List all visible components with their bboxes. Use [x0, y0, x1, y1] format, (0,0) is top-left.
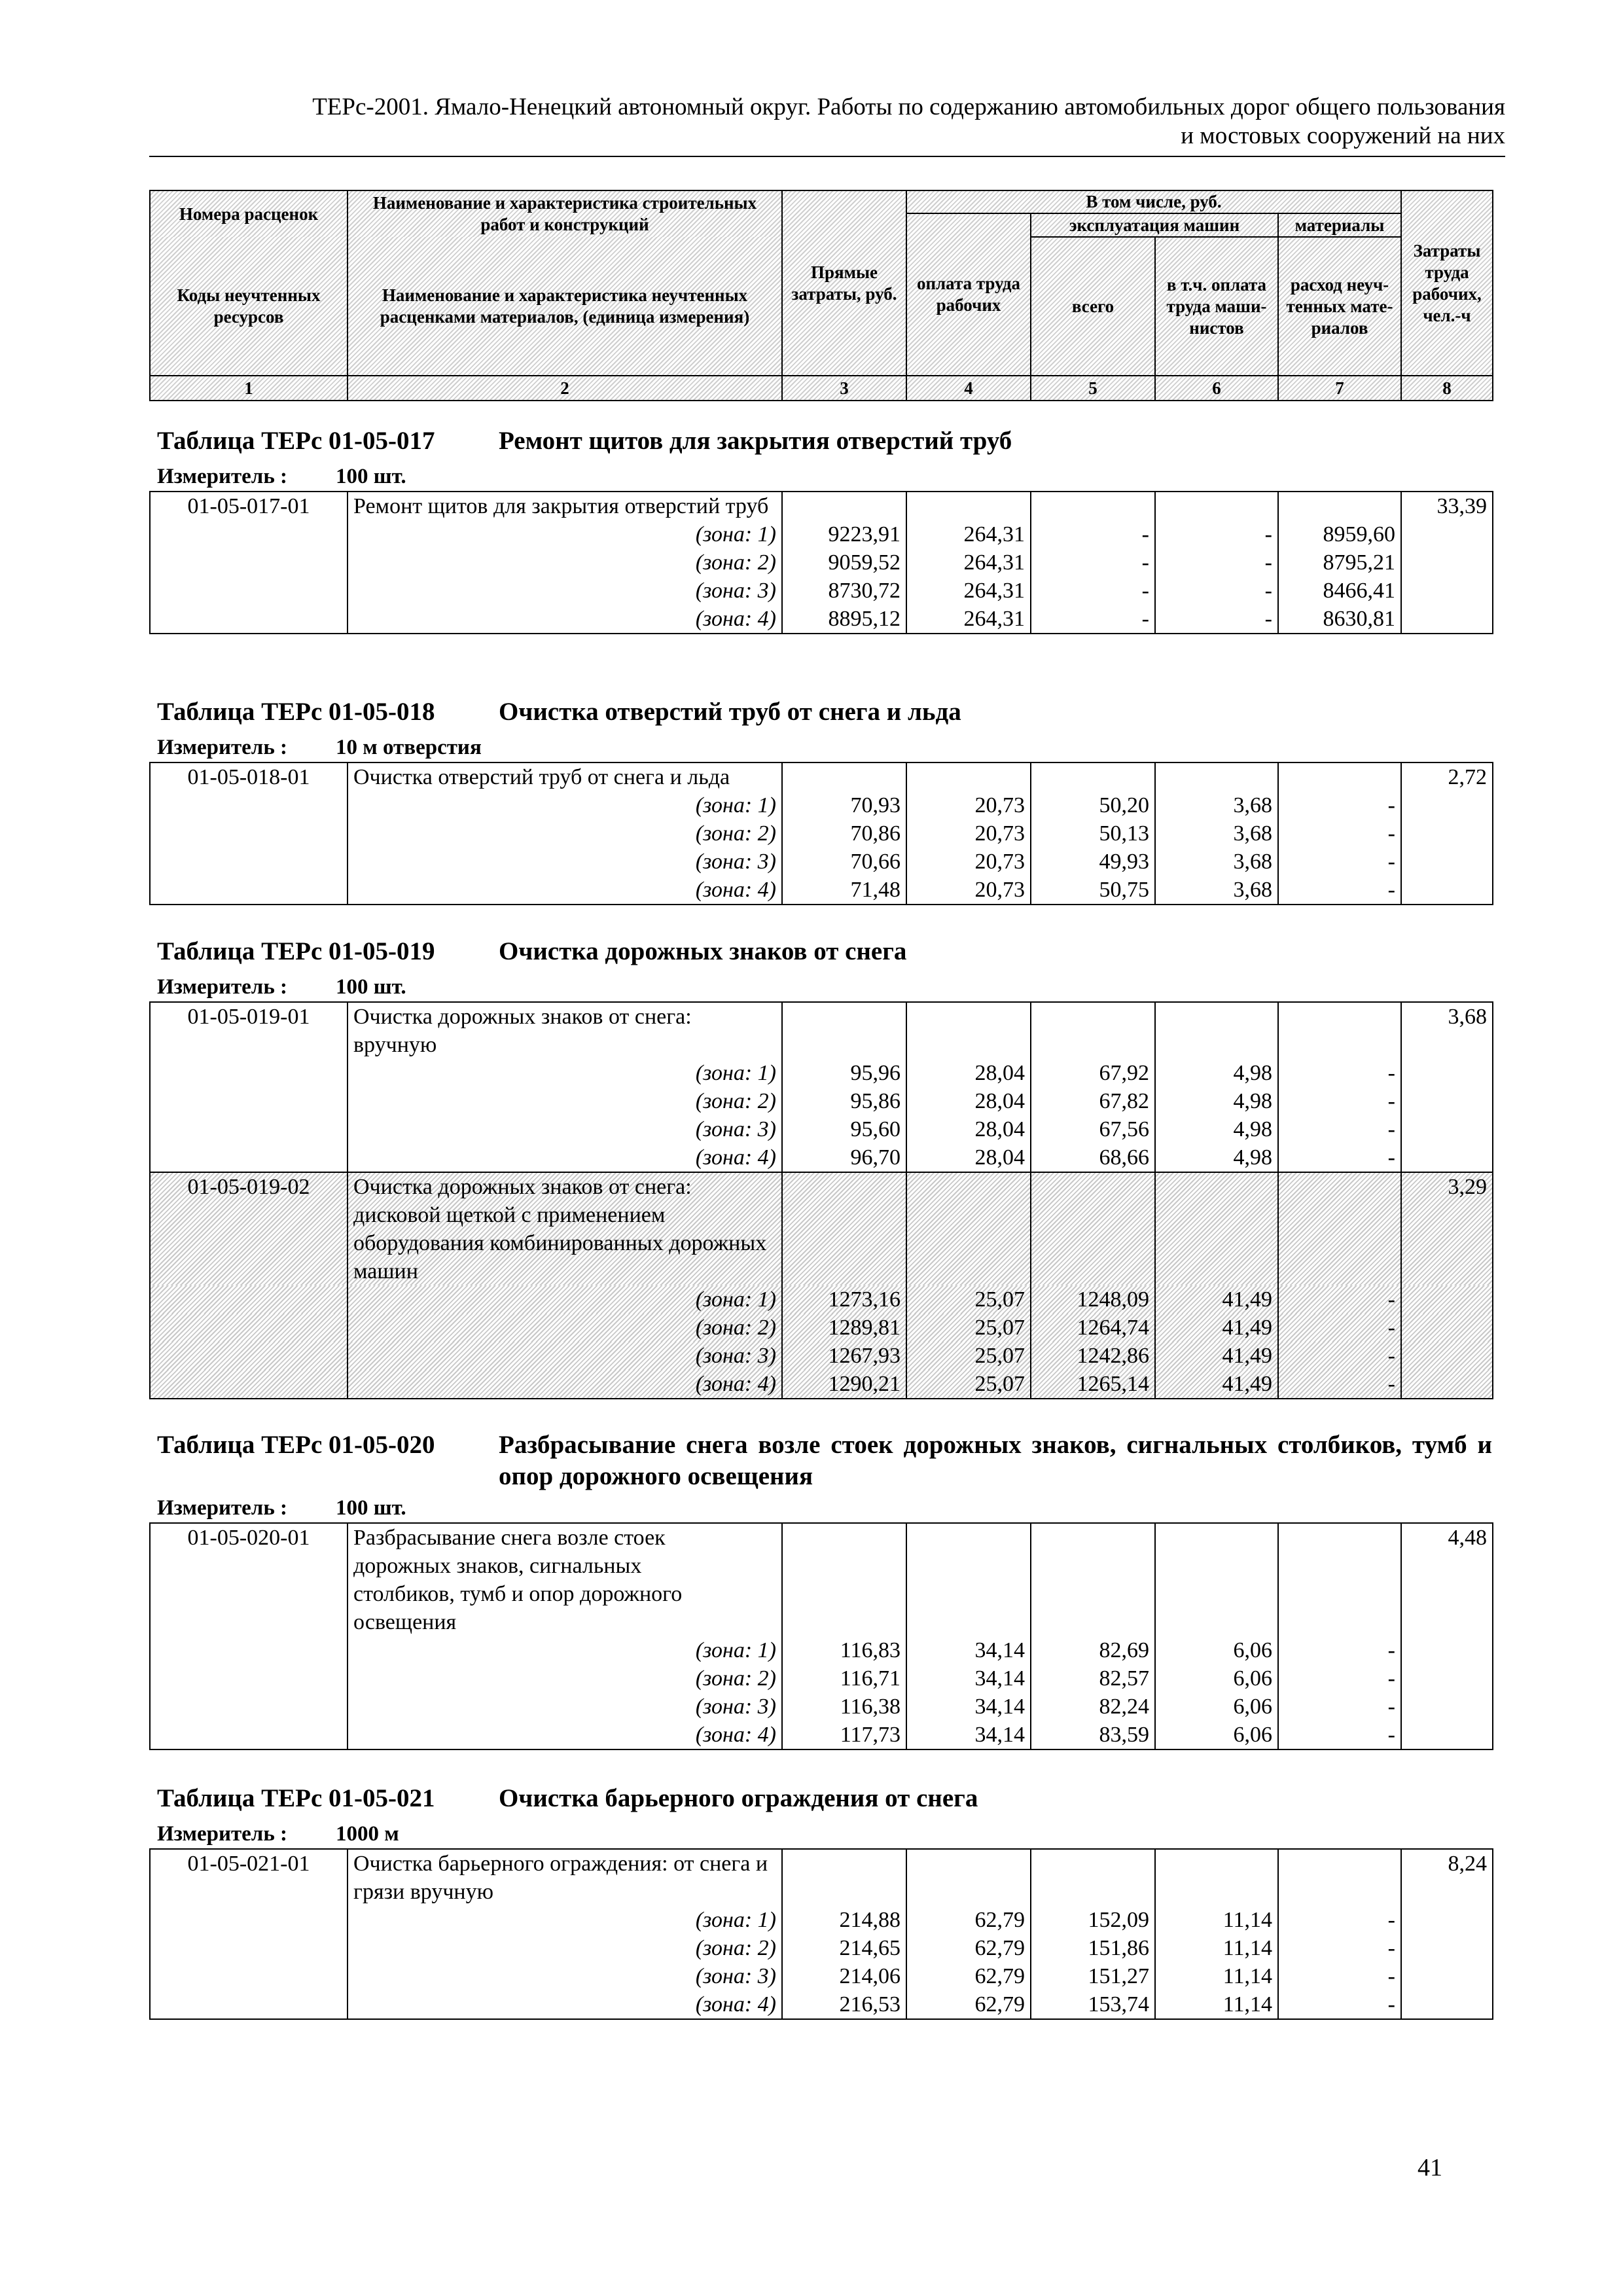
rates-table: [149, 1522, 1493, 1750]
operator-pay: 41,49: [1155, 1314, 1278, 1342]
direct-cost: 214,88: [782, 1906, 906, 1934]
zone-row: [150, 848, 1493, 876]
col-number-2: 2: [348, 376, 782, 401]
rate-code: 01-05-018-01: [150, 762, 348, 791]
machine-cost: 50,75: [1031, 876, 1155, 905]
materials-cost: -: [1278, 1370, 1401, 1399]
materials-cost: -: [1278, 1636, 1401, 1664]
rate-code: 01-05-021-01: [150, 1849, 348, 1906]
rate-name: Очистка отверстий труб от снега и льда: [348, 762, 782, 791]
zone-label: (зона: 3): [348, 1962, 782, 1990]
worker-pay: 25,07: [906, 1370, 1031, 1399]
materials-cost: -: [1278, 1115, 1401, 1143]
worker-pay: 25,07: [906, 1285, 1031, 1314]
operator-pay: 11,14: [1155, 1990, 1278, 2019]
item-row: [150, 1523, 1493, 1636]
zone-row: [150, 1636, 1493, 1664]
materials-cost: -: [1278, 819, 1401, 848]
col3-header: Прямые затраты, руб.: [782, 190, 906, 376]
direct-cost: 9059,52: [782, 548, 906, 577]
direct-cost: 1273,16: [782, 1285, 906, 1314]
col4-header: оплата труда рабочих: [906, 213, 1031, 376]
rate-code: 01-05-019-01: [150, 1002, 348, 1059]
machine-cost: -: [1031, 577, 1155, 605]
materials-cost: 8466,41: [1278, 577, 1401, 605]
zone-row: [150, 1990, 1493, 2019]
col2-header-top: Наименование и характеристика строительных работ и конструкций: [348, 190, 782, 237]
rate-name: Разбрасывание снега возле стоек дорожных знаков, сигнальных столбиков, тумб и опор дорожного освещения: [348, 1523, 782, 1636]
zone-label: (зона: 3): [348, 848, 782, 876]
col-number-4: 4: [906, 376, 1031, 401]
direct-cost: 71,48: [782, 876, 906, 905]
worker-pay: 28,04: [906, 1115, 1031, 1143]
direct-cost: 8730,72: [782, 577, 906, 605]
col6-header: в т.ч. оплата труда маши-нистов: [1155, 237, 1278, 376]
machines-header: эксплуатация машин: [1031, 213, 1278, 237]
worker-pay: 34,14: [906, 1664, 1031, 1693]
section-01-05-020: [149, 1429, 1492, 1750]
operator-pay: 41,49: [1155, 1342, 1278, 1370]
measure-label: Измеритель :: [157, 1822, 288, 1846]
zone-row: [150, 1721, 1493, 1749]
direct-cost: 8895,12: [782, 605, 906, 634]
zone-label: (зона: 2): [348, 1087, 782, 1115]
worker-pay: 62,79: [906, 1990, 1031, 2019]
zone-row: [150, 1962, 1493, 1990]
rate-name: Очистка барьерного ограждения: от снега и грязи вручную: [348, 1849, 782, 1906]
zone-label: (зона: 2): [348, 819, 782, 848]
worker-pay: 264,31: [906, 577, 1031, 605]
section-code: Таблица ТЕРс 01-05-018: [157, 698, 435, 726]
labor-cost: 33,39: [1401, 492, 1493, 520]
section-01-05-021: [149, 1783, 1492, 2020]
worker-pay: 34,14: [906, 1721, 1031, 1749]
page-number: 41: [1418, 2154, 1442, 2181]
operator-pay: 11,14: [1155, 1906, 1278, 1934]
machine-cost: 67,82: [1031, 1087, 1155, 1115]
operator-pay: 6,06: [1155, 1664, 1278, 1693]
operator-pay: 41,49: [1155, 1285, 1278, 1314]
machine-cost: 1242,86: [1031, 1342, 1155, 1370]
direct-cost: 116,38: [782, 1693, 906, 1721]
zone-label: (зона: 2): [348, 1314, 782, 1342]
machine-cost: 1264,74: [1031, 1314, 1155, 1342]
operator-pay: 6,06: [1155, 1693, 1278, 1721]
machine-cost: 50,13: [1031, 819, 1155, 848]
section-code: Таблица ТЕРс 01-05-017: [157, 427, 435, 455]
materials-cost: -: [1278, 1143, 1401, 1172]
machine-cost: 82,69: [1031, 1636, 1155, 1664]
measure-row: [149, 1818, 1492, 1848]
worker-pay: 20,73: [906, 791, 1031, 819]
col-number-7: 7: [1278, 376, 1401, 401]
zone-label: (зона: 1): [348, 1059, 782, 1087]
materials-cost: -: [1278, 1285, 1401, 1314]
labor-cost: 3,29: [1401, 1172, 1493, 1285]
item-row: [150, 492, 1493, 520]
zone-row: [150, 520, 1493, 548]
direct-cost: 95,96: [782, 1059, 906, 1087]
section-01-05-018: [149, 696, 1492, 905]
section-title: Ремонт щитов для закрытия отверстий труб: [499, 427, 1012, 455]
materials-cost: -: [1278, 1990, 1401, 2019]
item-row: [150, 1172, 1493, 1285]
worker-pay: 28,04: [906, 1087, 1031, 1115]
operator-pay: 11,14: [1155, 1934, 1278, 1962]
materials-cost: -: [1278, 1721, 1401, 1749]
zone-row: [150, 791, 1493, 819]
machine-cost: 152,09: [1031, 1906, 1155, 1934]
machine-cost: 1248,09: [1031, 1285, 1155, 1314]
measure-row: [149, 1492, 1492, 1522]
item-row: [150, 1002, 1493, 1059]
section-title: Очистка отверстий труб от снега и льда: [499, 698, 961, 726]
operator-pay: 3,68: [1155, 791, 1278, 819]
machine-cost: 151,86: [1031, 1934, 1155, 1962]
col1-header-top: Номера расценок: [150, 190, 348, 237]
zone-label: (зона: 3): [348, 1115, 782, 1143]
worker-pay: 20,73: [906, 848, 1031, 876]
running-header: [118, 93, 1505, 151]
zone-row: [150, 1664, 1493, 1693]
col-number-8: 8: [1401, 376, 1493, 401]
zone-row: [150, 1059, 1493, 1087]
rates-table: [149, 1001, 1493, 1399]
direct-cost: 9223,91: [782, 520, 906, 548]
zone-label: (зона: 4): [348, 1721, 782, 1749]
section-01-05-019: [149, 936, 1492, 1399]
operator-pay: -: [1155, 548, 1278, 577]
rate-name: Очистка дорожных знаков от снега: дисковой щеткой с применением оборудования комбинированных дорожных машин: [348, 1172, 782, 1285]
zone-label: (зона: 2): [348, 548, 782, 577]
operator-pay: 3,68: [1155, 876, 1278, 905]
measure-row: [149, 732, 1492, 762]
measure-label: Измеритель :: [157, 736, 288, 759]
zone-row: [150, 548, 1493, 577]
worker-pay: 20,73: [906, 876, 1031, 905]
worker-pay: 264,31: [906, 605, 1031, 634]
operator-pay: -: [1155, 605, 1278, 634]
zone-row: [150, 1906, 1493, 1934]
zone-row: [150, 1934, 1493, 1962]
zone-label: (зона: 3): [348, 577, 782, 605]
direct-cost: 116,83: [782, 1636, 906, 1664]
machine-cost: 68,66: [1031, 1143, 1155, 1172]
materials-cost: -: [1278, 1934, 1401, 1962]
machine-cost: 67,56: [1031, 1115, 1155, 1143]
direct-cost: 216,53: [782, 1990, 906, 2019]
direct-cost: 95,86: [782, 1087, 906, 1115]
zone-row: [150, 1087, 1493, 1115]
zone-row: [150, 1115, 1493, 1143]
col8-header: Затраты труда рабочих, чел.-ч: [1401, 190, 1493, 376]
rate-code: 01-05-019-02: [150, 1172, 348, 1285]
zone-label: (зона: 4): [348, 605, 782, 634]
machine-cost: 82,24: [1031, 1693, 1155, 1721]
direct-cost: 117,73: [782, 1721, 906, 1749]
zone-row: [150, 605, 1493, 634]
section-code: Таблица ТЕРс 01-05-019: [157, 937, 435, 965]
item-row: [150, 762, 1493, 791]
worker-pay: 20,73: [906, 819, 1031, 848]
col-number-1: 1: [150, 376, 348, 401]
zone-label: (зона: 1): [348, 1285, 782, 1314]
machine-cost: 67,92: [1031, 1059, 1155, 1087]
operator-pay: 11,14: [1155, 1962, 1278, 1990]
zone-label: (зона: 1): [348, 1636, 782, 1664]
worker-pay: 264,31: [906, 520, 1031, 548]
operator-pay: -: [1155, 577, 1278, 605]
col7-header: расход неуч-тенных мате-риалов: [1278, 237, 1401, 376]
col2-header-bottom: Наименование и характеристика неучтенных расценками материалов, (единица измерения): [348, 237, 782, 376]
measure-row: [149, 461, 1492, 491]
materials-cost: 8959,60: [1278, 520, 1401, 548]
zone-row: [150, 876, 1493, 905]
labor-cost: 8,24: [1401, 1849, 1493, 1906]
worker-pay: 25,07: [906, 1314, 1031, 1342]
operator-pay: 6,06: [1155, 1721, 1278, 1749]
machine-cost: -: [1031, 605, 1155, 634]
section-code: Таблица ТЕРс 01-05-021: [157, 1784, 435, 1812]
measure-value: 100 шт.: [336, 1496, 406, 1520]
worker-pay: 62,79: [906, 1934, 1031, 1962]
header-rule: [149, 156, 1505, 157]
measure-row: [149, 971, 1492, 1001]
zone-label: (зона: 1): [348, 520, 782, 548]
measure-value: 10 м отверстия: [336, 736, 482, 759]
included-header: В том числе, руб.: [906, 190, 1401, 213]
direct-cost: 1267,93: [782, 1342, 906, 1370]
zone-row: [150, 577, 1493, 605]
operator-pay: 3,68: [1155, 819, 1278, 848]
direct-cost: 214,06: [782, 1962, 906, 1990]
item-row: [150, 1849, 1493, 1906]
direct-cost: 96,70: [782, 1143, 906, 1172]
zone-row: [150, 1693, 1493, 1721]
section-title: Очистка барьерного ограждения от снега: [499, 1784, 978, 1812]
labor-cost: 2,72: [1401, 762, 1493, 791]
col1-header-bottom: Коды неучтенных ресурсов: [150, 237, 348, 376]
zone-label: (зона: 4): [348, 1143, 782, 1172]
zone-label: (зона: 3): [348, 1693, 782, 1721]
direct-cost: 214,65: [782, 1934, 906, 1962]
measure-label: Измеритель :: [157, 975, 288, 999]
materials-cost: -: [1278, 1314, 1401, 1342]
labor-cost: 4,48: [1401, 1523, 1493, 1636]
zone-row: [150, 1342, 1493, 1370]
rate-code: 01-05-017-01: [150, 492, 348, 520]
operator-pay: 4,98: [1155, 1087, 1278, 1115]
materials-cost: -: [1278, 791, 1401, 819]
machine-cost: -: [1031, 520, 1155, 548]
measure-value: 100 шт.: [336, 975, 406, 999]
worker-pay: 264,31: [906, 548, 1031, 577]
rates-table: [149, 491, 1493, 634]
rates-table: [149, 1848, 1493, 2020]
direct-cost: 70,93: [782, 791, 906, 819]
operator-pay: 41,49: [1155, 1370, 1278, 1399]
direct-cost: 1289,81: [782, 1314, 906, 1342]
section-code: Таблица ТЕРс 01-05-020: [157, 1431, 435, 1459]
rates-table: [149, 762, 1493, 905]
col-number-5: 5: [1031, 376, 1155, 401]
materials-cost: -: [1278, 1664, 1401, 1693]
materials-cost: -: [1278, 1342, 1401, 1370]
machine-cost: 153,74: [1031, 1990, 1155, 2019]
measure-label: Измеритель :: [157, 1496, 288, 1520]
header-line-2: и мостовых сооружений на них: [1181, 122, 1505, 149]
worker-pay: 34,14: [906, 1636, 1031, 1664]
zone-row: [150, 819, 1493, 848]
section-01-05-017: [149, 425, 1492, 634]
operator-pay: 4,98: [1155, 1059, 1278, 1087]
zone-label: (зона: 1): [348, 791, 782, 819]
measure-label: Измеритель :: [157, 465, 288, 488]
zone-label: (зона: 3): [348, 1342, 782, 1370]
zone-label: (зона: 4): [348, 1370, 782, 1399]
section-title: Очистка дорожных знаков от снега: [499, 937, 907, 965]
measure-value: 100 шт.: [336, 465, 406, 488]
operator-pay: 4,98: [1155, 1143, 1278, 1172]
operator-pay: -: [1155, 520, 1278, 548]
worker-pay: 28,04: [906, 1059, 1031, 1087]
machine-cost: -: [1031, 548, 1155, 577]
materials-cost: -: [1278, 1059, 1401, 1087]
zone-row: [150, 1143, 1493, 1172]
zone-row: [150, 1370, 1493, 1399]
materials-cost: -: [1278, 1906, 1401, 1934]
col-number-6: 6: [1155, 376, 1278, 401]
section-title: Разбрасывание снега возле стоек дорожных знаков, сигнальных столбиков, тумб и опор дорожного освещения: [499, 1431, 1492, 1490]
worker-pay: 62,79: [906, 1906, 1031, 1934]
materials-cost: -: [1278, 1693, 1401, 1721]
zone-row: [150, 1285, 1493, 1314]
materials-cost: 8795,21: [1278, 548, 1401, 577]
zone-label: (зона: 2): [348, 1934, 782, 1962]
direct-cost: 70,86: [782, 819, 906, 848]
materials-cost: -: [1278, 1087, 1401, 1115]
zone-label: (зона: 2): [348, 1664, 782, 1693]
col-number-3: 3: [782, 376, 906, 401]
zone-row: [150, 1314, 1493, 1342]
operator-pay: 6,06: [1155, 1636, 1278, 1664]
header-line-1: ТЕРс-2001. Ямало-Ненецкий автономный округ. Работы по содержанию автомобильных дорог общего пользования: [312, 94, 1505, 120]
rate-code: 01-05-020-01: [150, 1523, 348, 1636]
machine-cost: 49,93: [1031, 848, 1155, 876]
zone-label: (зона: 4): [348, 1990, 782, 2019]
machine-cost: 50,20: [1031, 791, 1155, 819]
materials-header: материалы: [1278, 213, 1401, 237]
col5-header: всего: [1031, 237, 1155, 376]
machine-cost: 82,57: [1031, 1664, 1155, 1693]
direct-cost: 95,60: [782, 1115, 906, 1143]
operator-pay: 4,98: [1155, 1115, 1278, 1143]
worker-pay: 25,07: [906, 1342, 1031, 1370]
zone-label: (зона: 1): [348, 1906, 782, 1934]
machine-cost: 83,59: [1031, 1721, 1155, 1749]
column-header-table: [149, 190, 1493, 401]
machine-cost: 1265,14: [1031, 1370, 1155, 1399]
rate-name: Ремонт щитов для закрытия отверстий труб: [348, 492, 782, 520]
operator-pay: 3,68: [1155, 848, 1278, 876]
materials-cost: -: [1278, 1962, 1401, 1990]
direct-cost: 1290,21: [782, 1370, 906, 1399]
direct-cost: 70,66: [782, 848, 906, 876]
worker-pay: 28,04: [906, 1143, 1031, 1172]
machine-cost: 151,27: [1031, 1962, 1155, 1990]
zone-label: (зона: 4): [348, 876, 782, 905]
measure-value: 1000 м: [336, 1822, 399, 1846]
worker-pay: 62,79: [906, 1962, 1031, 1990]
worker-pay: 34,14: [906, 1693, 1031, 1721]
labor-cost: 3,68: [1401, 1002, 1493, 1059]
rate-name: Очистка дорожных знаков от снега: вручную: [348, 1002, 782, 1059]
materials-cost: -: [1278, 876, 1401, 905]
materials-cost: -: [1278, 848, 1401, 876]
materials-cost: 8630,81: [1278, 605, 1401, 634]
direct-cost: 116,71: [782, 1664, 906, 1693]
